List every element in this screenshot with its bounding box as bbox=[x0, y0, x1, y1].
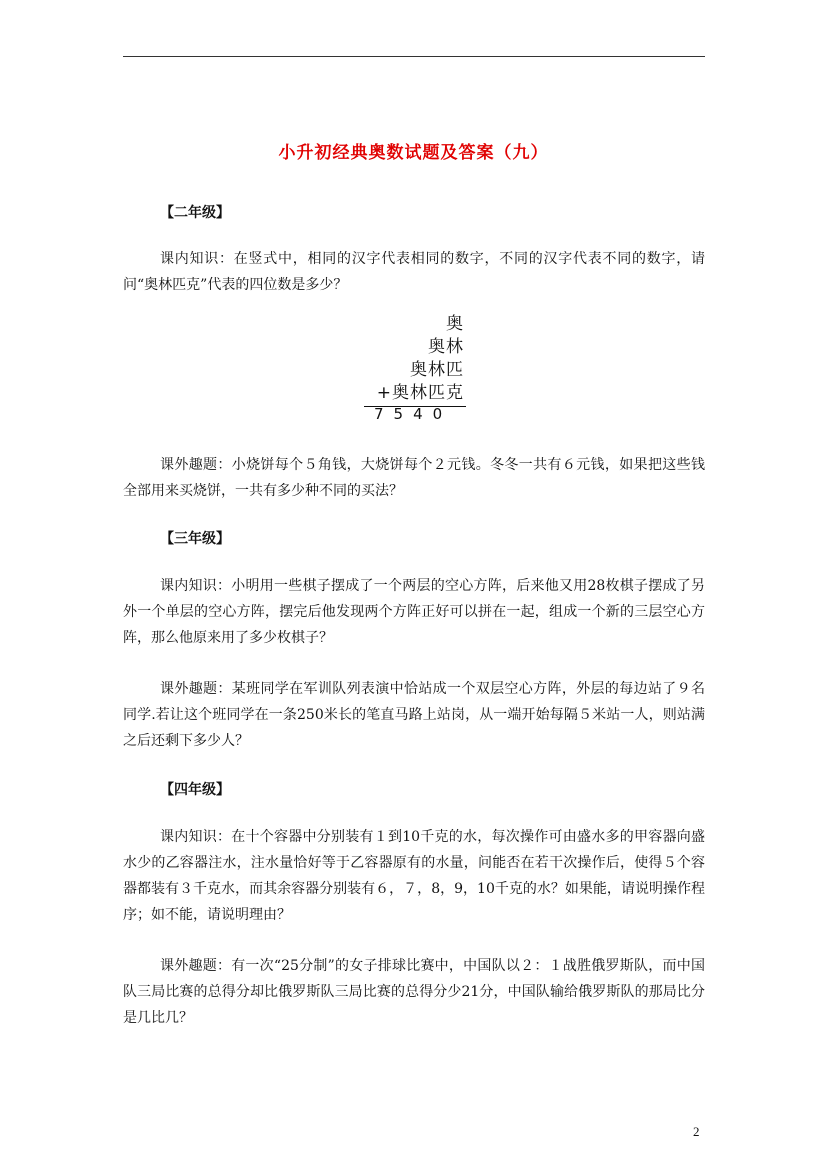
page-number: 2 bbox=[693, 1124, 700, 1139]
in-class-question-grade-2 bbox=[123, 246, 705, 298]
puzzle-sum: 7540 bbox=[374, 405, 453, 423]
puzzle-row-4: +奥林匹克 bbox=[376, 383, 464, 403]
puzzle-row-3: 奥林匹 bbox=[410, 360, 464, 380]
header-rule bbox=[123, 56, 705, 57]
paragraph-text: 课外趣题：小烧饼每个５角钱，大烧饼每个２元钱。冬冬一共有６元钱，如果把这些钱全部用来买烧饼，一共有多少种不同的买法？ bbox=[123, 457, 705, 499]
paragraph-text: 课内知识：在竖式中，相同的汉字代表相同的数字，不同的汉字代表不同的数字，请问“奥林匹克”代表的四位数是多少？ bbox=[123, 251, 705, 293]
in-class-question-grade-3 bbox=[123, 573, 705, 651]
page-title: 小升初经典奥数试题及答案（九） bbox=[278, 143, 549, 163]
paragraph-text: 课外趣题：有一次“25分制”的女子排球比赛中，中国队以２：１战胜俄罗斯队，而中国队三局比赛的总得分却比俄罗斯队三局比赛的总得分少21分，中国队输给俄罗斯队的那局比分是几比几？ bbox=[123, 958, 705, 1026]
extra-question-grade-2 bbox=[123, 452, 705, 504]
extra-question-grade-3 bbox=[123, 676, 705, 754]
grade-heading-2: 【二年级】 bbox=[160, 205, 230, 221]
vertical-addition-puzzle bbox=[360, 311, 468, 426]
paragraph-text: 课内知识：小明用一些棋子摆成了一个两层的空心方阵，后来他又用28枚棋子摆成了另外一个单层的空心方阵，摆完后他发现两个方阵正好可以拼在一起，组成一个新的三层空心方阵，那么他原来用了多少枚棋子？ bbox=[123, 578, 705, 646]
in-class-question-grade-4 bbox=[123, 824, 705, 928]
paragraph-text: 课内知识：在十个容器中分别装有１到10千克的水，每次操作可由盛水多的甲容器向盛水少的乙容器注水，注水量恰好等于乙容器原有的水量，问能否在若干次操作后，使得５个容器都装有３千克水，而其余容器分别装有６，７，8，9，10千克的水？如果能，请说明操作程序；如不能，请说明理由？ bbox=[123, 829, 705, 923]
paragraph-text: 课外趣题：某班同学在军训队列表演中恰站成一个双层空心方阵，外层的每边站了９名同学.若让这个班同学在一条250米长的笔直马路上站岗，从一端开始每隔５米站一人，则站满之后还剩下多少人？ bbox=[123, 681, 705, 749]
extra-question-grade-4 bbox=[123, 953, 705, 1031]
grade-heading-3: 【三年级】 bbox=[160, 531, 230, 547]
puzzle-row-2: 奥林 bbox=[428, 337, 464, 357]
grade-heading-4: 【四年级】 bbox=[160, 782, 230, 798]
puzzle-row-1: 奥 bbox=[446, 314, 464, 334]
